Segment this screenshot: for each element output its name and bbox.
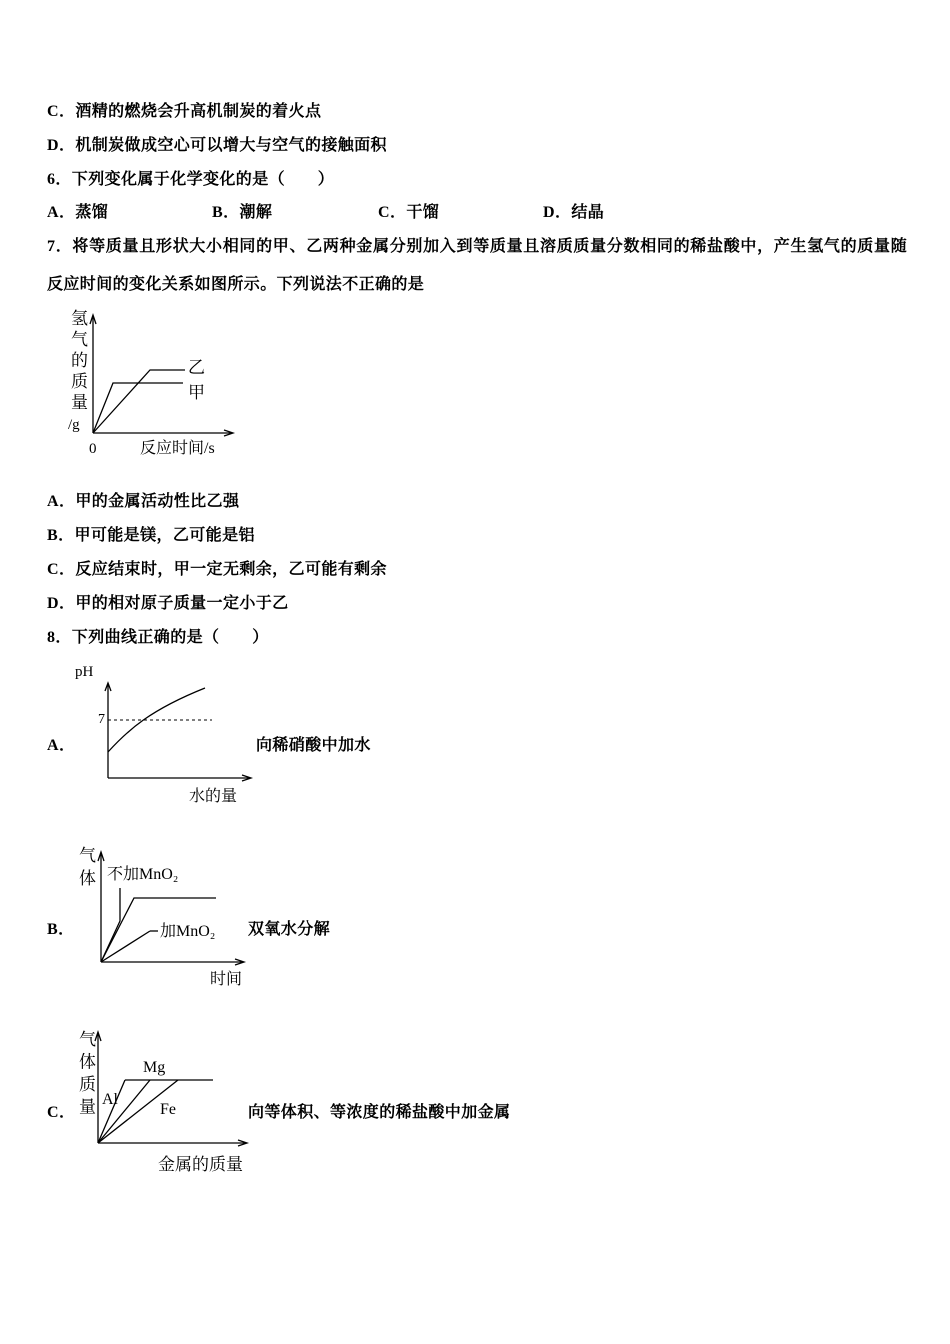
x-axis-label: 水的量 [189, 788, 238, 805]
q7-stem-line2: 反应时间的变化关系如图所示。下列说法不正确的是 [47, 276, 425, 293]
q5-option-d: D．机制炭做成空心可以增大与空气的接触面积 [47, 137, 387, 154]
q5-option-c: C．酒精的燃烧会升高机制炭的着火点 [47, 103, 322, 120]
q6-option-c: C．干馏 [378, 204, 440, 221]
q8-option-a-letter: A． [47, 737, 76, 754]
curve-jia [93, 383, 183, 433]
y-axis-label: 气体质量 [76, 1030, 95, 1120]
q8-stem: 8．下列曲线正确的是（ ） [47, 629, 269, 646]
q7-option-d: D．甲的相对原子质量一定小于乙 [47, 595, 289, 612]
curve-yi [93, 370, 185, 433]
q6-option-b: B．潮解 [212, 204, 273, 221]
q8-option-b-figure [70, 843, 248, 993]
q8-option-c-figure [70, 1027, 252, 1177]
curve-al [98, 1080, 125, 1143]
origin-label: 0 [89, 441, 97, 457]
q6-option-d: D．结晶 [543, 204, 605, 221]
q8-option-a-description: 向稀硝酸中加水 [256, 737, 371, 754]
q7-option-b: B．甲可能是镁，乙可能是铝 [47, 527, 255, 544]
curve-mg [98, 1080, 150, 1143]
curve-label-mg: Mg [143, 1059, 166, 1076]
q8-option-c-letter: C． [47, 1104, 76, 1121]
curve-label-yi: 乙 [188, 358, 205, 377]
q6-option-a: A．蒸馏 [47, 204, 109, 221]
curve-label-with-mno2: 加MnO₂ [160, 923, 216, 940]
curve-no-mno2 [101, 888, 120, 962]
q7-option-c: C．反应结束时，甲一定无剩余，乙可能有剩余 [47, 561, 387, 578]
y-axis-label: 气体 [76, 846, 95, 892]
curve-label-fe: Fe [160, 1101, 176, 1118]
reference-value-label: 7 [98, 712, 105, 727]
curve-label-jia: 甲 [188, 383, 205, 402]
q7-option-a: A．甲的金属活动性比乙强 [47, 493, 240, 510]
curve-label-no-mno2: 不加MnO₂ [107, 866, 179, 883]
q7-figure [62, 305, 237, 465]
q8-option-b-letter: B． [47, 921, 75, 938]
y-axis-unit: /g [68, 417, 80, 433]
y-axis-label: 氢气的质量 [68, 309, 87, 414]
q8-option-c-description: 向等体积、等浓度的稀盐酸中加金属 [248, 1104, 511, 1121]
x-axis-label: 金属的质量 [158, 1155, 243, 1174]
q8-option-a-figure [70, 660, 255, 810]
q6-stem: 6．下列变化属于化学变化的是（ ） [47, 171, 335, 188]
x-axis-label: 时间 [210, 971, 243, 988]
q7-stem-line1: 7．将等质量且形状大小相同的甲、乙两种金属分别加入到等质量且溶质质量分数相同的稀盐酸中，产生氢气的质量随 [47, 238, 908, 255]
curve-label-al: Al [102, 1091, 118, 1108]
q8-option-b-description: 双氧水分解 [248, 921, 331, 938]
x-axis-label: 反应时间/s [140, 440, 215, 457]
y-axis-label: pH [75, 664, 94, 680]
